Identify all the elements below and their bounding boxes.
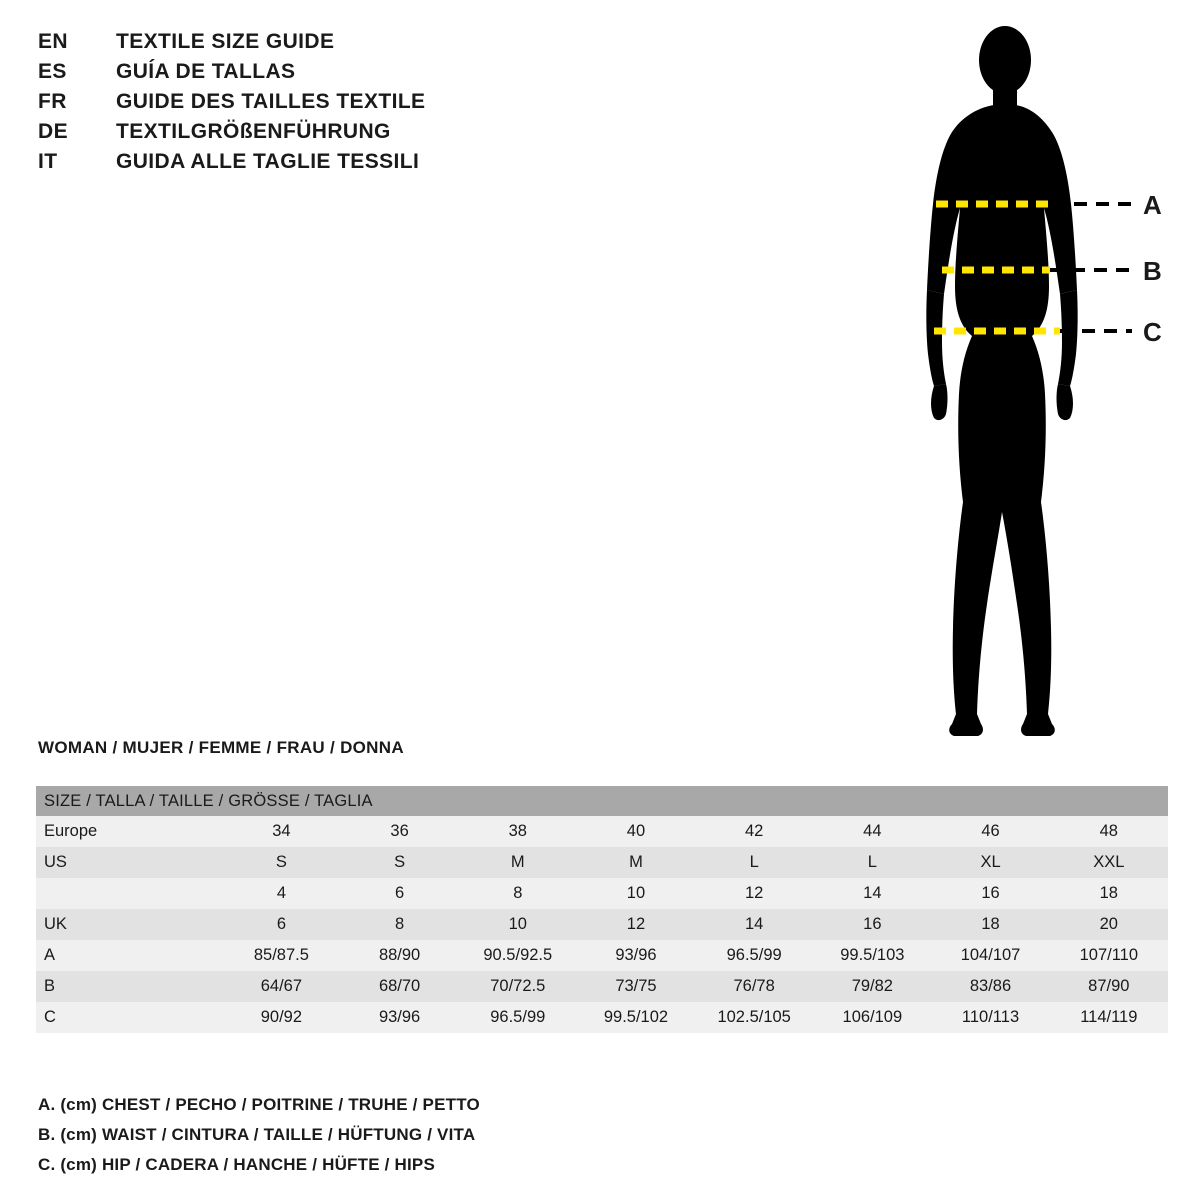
title-row-it bbox=[38, 150, 658, 180]
row-label-b: B bbox=[36, 971, 222, 1002]
cell: 93/96 bbox=[341, 1002, 459, 1033]
title-lang-en: EN bbox=[38, 30, 68, 53]
cell: 6 bbox=[222, 909, 340, 940]
size-table bbox=[36, 786, 1168, 1033]
cell: 8 bbox=[459, 878, 577, 909]
title-text-es: GUÍA DE TALLAS bbox=[116, 60, 296, 83]
cell: 16 bbox=[813, 909, 931, 940]
cell: 12 bbox=[577, 909, 695, 940]
row-label-europe: Europe bbox=[36, 816, 222, 847]
cell: 90.5/92.5 bbox=[459, 940, 577, 971]
cell: 87/90 bbox=[1050, 971, 1168, 1002]
cell: S bbox=[341, 847, 459, 878]
cell: 96.5/99 bbox=[459, 1002, 577, 1033]
cell: 48 bbox=[1050, 816, 1168, 847]
row-label-a: A bbox=[36, 940, 222, 971]
cell: 14 bbox=[695, 909, 813, 940]
table-header-row bbox=[36, 786, 1168, 816]
cell: 106/109 bbox=[813, 1002, 931, 1033]
row-label-c: C bbox=[36, 1002, 222, 1033]
cell: 88/90 bbox=[341, 940, 459, 971]
cell: 99.5/103 bbox=[813, 940, 931, 971]
cell: M bbox=[577, 847, 695, 878]
cell: S bbox=[222, 847, 340, 878]
cell: 38 bbox=[459, 816, 577, 847]
cell: L bbox=[813, 847, 931, 878]
cell: 104/107 bbox=[931, 940, 1049, 971]
cell: 102.5/105 bbox=[695, 1002, 813, 1033]
cell: 96.5/99 bbox=[695, 940, 813, 971]
table-header-label: SIZE / TALLA / TAILLE / GRÖSSE / TAGLIA bbox=[36, 786, 1168, 816]
cell: L bbox=[695, 847, 813, 878]
cell: 10 bbox=[459, 909, 577, 940]
cell: 10 bbox=[577, 878, 695, 909]
title-row-fr bbox=[38, 90, 658, 120]
cell: 14 bbox=[813, 878, 931, 909]
title-text-en: TEXTILE SIZE GUIDE bbox=[116, 30, 335, 53]
table-row bbox=[36, 971, 1168, 1002]
title-text-it: GUIDA ALLE TAGLIE TESSILI bbox=[116, 150, 420, 173]
table-row bbox=[36, 878, 1168, 909]
title-lang-it: IT bbox=[38, 150, 58, 173]
marker-label-b: B bbox=[1143, 256, 1162, 286]
footnote-c: C. (cm) HIP / CADERA / HANCHE / HÜFTE / HIPS bbox=[38, 1155, 436, 1174]
cell: 46 bbox=[931, 816, 1049, 847]
row-label-us-numeric bbox=[36, 878, 222, 909]
footnote-a: A. (cm) CHEST / PECHO / POITRINE / TRUHE / PETTO bbox=[38, 1095, 480, 1114]
cell: 99.5/102 bbox=[577, 1002, 695, 1033]
cell: 83/86 bbox=[931, 971, 1049, 1002]
cell: 44 bbox=[813, 816, 931, 847]
footnote-b: B. (cm) WAIST / CINTURA / TAILLE / HÜFTUNG / VITA bbox=[38, 1125, 476, 1144]
row-label-uk: UK bbox=[36, 909, 222, 940]
marker-label-c: C bbox=[1143, 317, 1162, 347]
title-text-fr: GUIDE DES TAILLES TEXTILE bbox=[116, 90, 426, 113]
title-row-es bbox=[38, 60, 658, 90]
title-lang-es: ES bbox=[38, 60, 67, 83]
cell: 68/70 bbox=[341, 971, 459, 1002]
cell: 110/113 bbox=[931, 1002, 1049, 1033]
title-row-en bbox=[38, 30, 658, 60]
cell: 76/78 bbox=[695, 971, 813, 1002]
cell: 12 bbox=[695, 878, 813, 909]
cell: 4 bbox=[222, 878, 340, 909]
cell: XL bbox=[931, 847, 1049, 878]
cell: 40 bbox=[577, 816, 695, 847]
cell: 79/82 bbox=[813, 971, 931, 1002]
title-text-de: TEXTILGRÖßENFÜHRUNG bbox=[116, 120, 391, 143]
table-row bbox=[36, 940, 1168, 971]
cell: XXL bbox=[1050, 847, 1168, 878]
cell: M bbox=[459, 847, 577, 878]
section-caption-woman: WOMAN / MUJER / FEMME / FRAU / DONNA bbox=[38, 738, 404, 757]
marker-label-a: A bbox=[1143, 190, 1162, 220]
title-block bbox=[38, 30, 658, 180]
table-row bbox=[36, 1002, 1168, 1033]
cell: 107/110 bbox=[1050, 940, 1168, 971]
title-row-de bbox=[38, 120, 658, 150]
measurement-figure bbox=[860, 18, 1190, 758]
cell: 114/119 bbox=[1050, 1002, 1168, 1033]
table-row bbox=[36, 847, 1168, 878]
cell: 18 bbox=[1050, 878, 1168, 909]
cell: 36 bbox=[341, 816, 459, 847]
table-row bbox=[36, 909, 1168, 940]
table-row bbox=[36, 816, 1168, 847]
cell: 34 bbox=[222, 816, 340, 847]
cell: 73/75 bbox=[577, 971, 695, 1002]
cell: 64/67 bbox=[222, 971, 340, 1002]
cell: 85/87.5 bbox=[222, 940, 340, 971]
title-lang-fr: FR bbox=[38, 90, 67, 113]
title-lang-de: DE bbox=[38, 120, 68, 143]
cell: 18 bbox=[931, 909, 1049, 940]
woman-silhouette-shape bbox=[926, 26, 1077, 736]
row-label-us: US bbox=[36, 847, 222, 878]
cell: 70/72.5 bbox=[459, 971, 577, 1002]
cell: 6 bbox=[341, 878, 459, 909]
cell: 8 bbox=[341, 909, 459, 940]
cell: 16 bbox=[931, 878, 1049, 909]
footnote-block bbox=[38, 1090, 938, 1180]
cell: 90/92 bbox=[222, 1002, 340, 1033]
cell: 93/96 bbox=[577, 940, 695, 971]
cell: 20 bbox=[1050, 909, 1168, 940]
cell: 42 bbox=[695, 816, 813, 847]
size-table-wrap bbox=[36, 786, 1168, 1033]
